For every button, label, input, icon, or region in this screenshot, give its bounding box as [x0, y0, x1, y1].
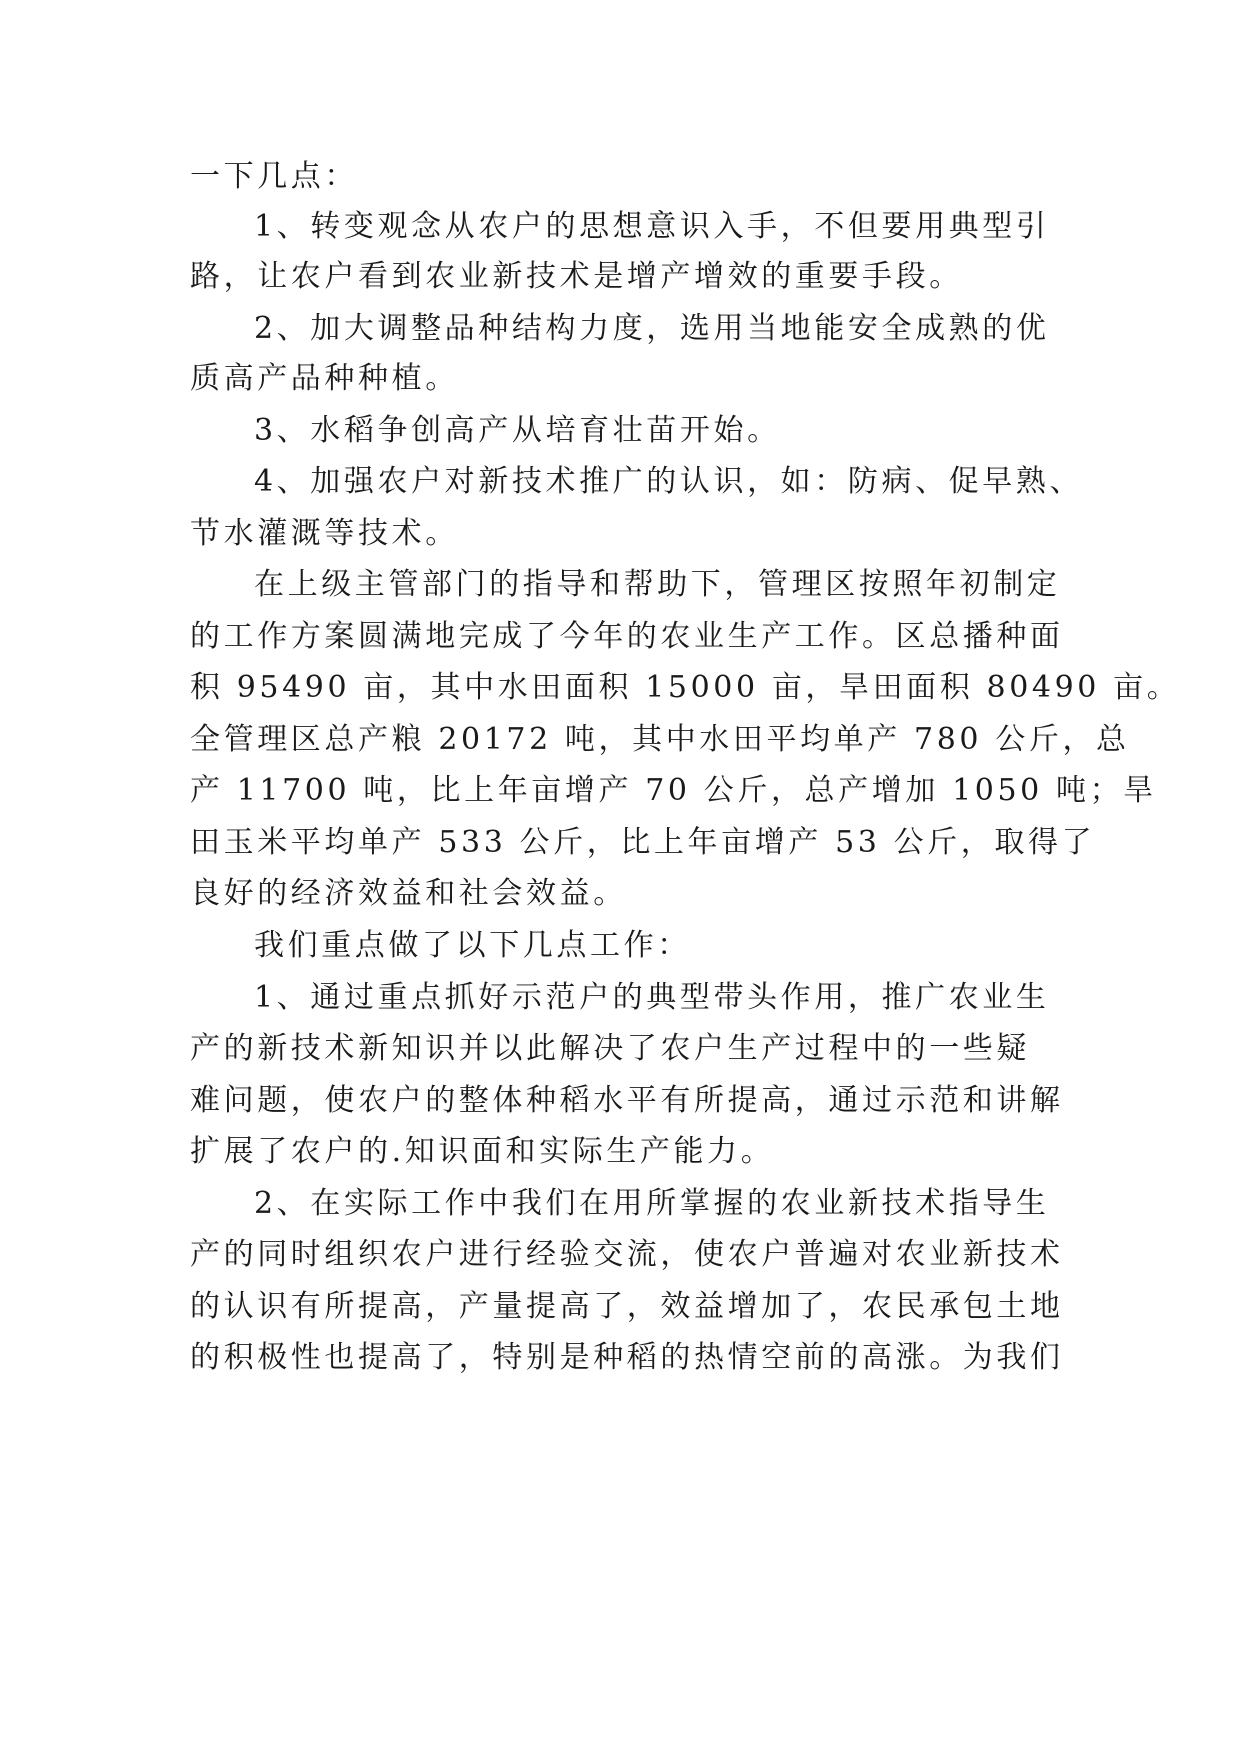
text-line-1: 一下几点：	[190, 159, 358, 194]
text-line-6: 3、水稻争创高产从培育壮苗开始。	[254, 413, 781, 448]
text-line-10: 的工作方案圆满地完成了今年的农业生产工作。区总播种面	[190, 619, 1064, 654]
text-line-12: 全管理区总产粮 20172 吨，其中水田平均单产 780 公斤，总	[190, 722, 1130, 757]
text-line-15: 良好的经济效益和社会效益。	[190, 876, 627, 911]
text-line-4: 2、加大调整品种结构力度，选用当地能安全成熟的优	[254, 311, 1050, 346]
text-line-18: 产的新技术新知识并以此解决了农户生产过程中的一些疑	[190, 1031, 1030, 1066]
text-line-9: 在上级主管部门的指导和帮助下，管理区按照年初制定	[254, 567, 1061, 602]
text-line-16: 我们重点做了以下几点工作：	[254, 928, 691, 963]
text-line-5: 质高产品种种植。	[190, 361, 459, 396]
text-line-7: 4、加强农户对新技术推广的认识，如：防病、促早熟、	[254, 464, 1084, 499]
text-line-14: 田玉米平均单产 533 公斤，比上年亩增产 53 公斤，取得了	[190, 825, 1096, 860]
text-line-21: 2、在实际工作中我们在用所掌握的农业新技术指导生	[254, 1186, 1050, 1221]
text-line-13: 产 11700 吨，比上年亩增产 70 公斤，总产增加 1050 吨；旱	[190, 773, 1157, 808]
text-line-24: 的积极性也提高了，特别是种稻的热情空前的高涨。为我们	[190, 1340, 1064, 1375]
text-line-11: 积 95490 亩，其中水田面积 15000 亩，旱田面积 80490 亩。	[190, 670, 1181, 705]
text-line-22: 产的同时组织农户进行经验交流，使农户普遍对农业新技术	[190, 1237, 1064, 1272]
text-line-3: 路，让农户看到农业新技术是增产增效的重要手段。	[190, 259, 963, 294]
text-line-20: 扩展了农户的.知识面和实际生产能力。	[190, 1134, 775, 1169]
text-line-17: 1、通过重点抓好示范户的典型带头作用，推广农业生	[254, 980, 1050, 1015]
text-line-8: 节水灌溉等技术。	[190, 516, 459, 551]
text-line-19: 难问题，使农户的整体种稻水平有所提高，通过示范和讲解	[190, 1083, 1064, 1118]
text-line-2: 1、转变观念从农户的思想意识入手，不但要用典型引	[254, 209, 1050, 244]
text-line-23: 的认识有所提高，产量提高了，效益增加了，农民承包土地	[190, 1289, 1064, 1324]
